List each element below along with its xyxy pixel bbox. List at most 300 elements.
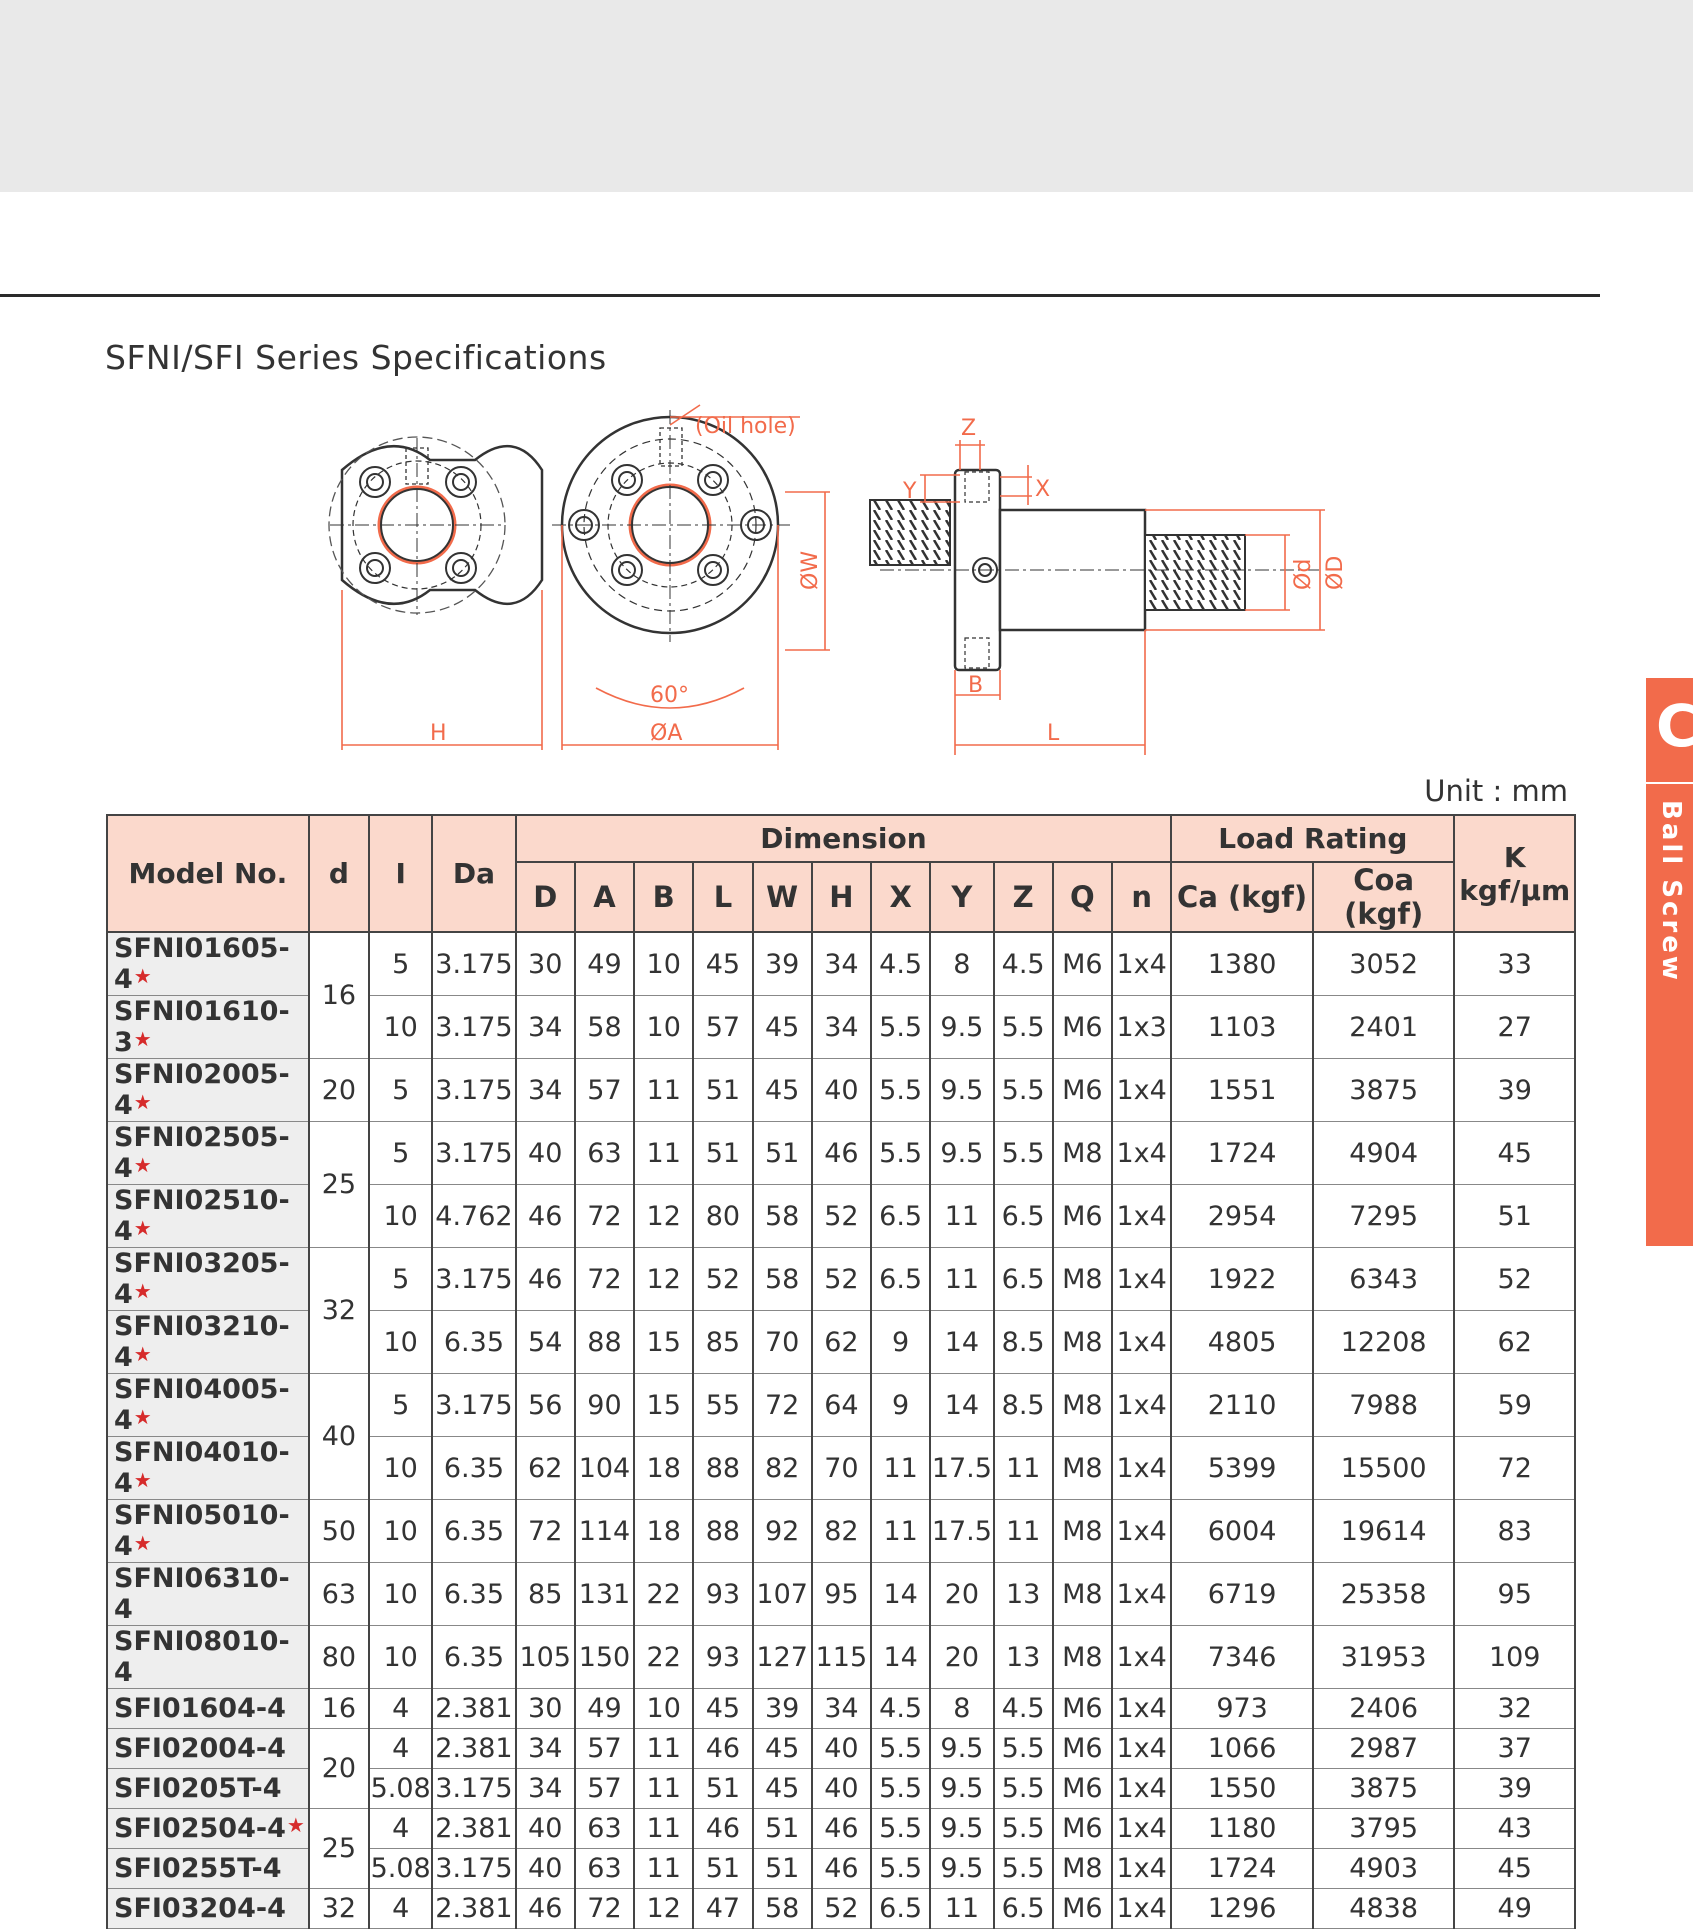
dim-cell: 6.5 [994, 1185, 1053, 1248]
star-icon: ★ [133, 1090, 152, 1114]
coa-cell: 7295 [1313, 1185, 1455, 1248]
table-row [107, 1122, 1575, 1185]
dim-cell: M8 [1053, 1849, 1112, 1889]
model-cell [107, 1689, 309, 1729]
dim-cell: 13 [994, 1626, 1053, 1689]
k-cell: 62 [1454, 1311, 1575, 1374]
dim-cell: 11 [634, 1729, 693, 1769]
dim-cell: 1x4 [1112, 1248, 1171, 1311]
dim-cell: 12 [634, 1185, 693, 1248]
dim-cell: 85 [693, 1311, 752, 1374]
ca-cell: 2954 [1171, 1185, 1313, 1248]
dim-cell: 9.5 [930, 996, 993, 1059]
model-cell [107, 1122, 309, 1185]
lead-cell: 10 [369, 996, 432, 1059]
dim-cell: 11 [634, 1122, 693, 1185]
lead-cell: 4 [369, 1729, 432, 1769]
d-cell: 20 [309, 1059, 369, 1122]
da-cell: 3.175 [432, 1374, 515, 1437]
dim-cell: 51 [753, 1809, 812, 1849]
coa-cell: 3875 [1313, 1769, 1455, 1809]
dim-cell: 4.5 [871, 932, 930, 996]
page-title: SFNI/SFI Series Specifications [105, 338, 607, 377]
dim-cell: 92 [753, 1500, 812, 1563]
dim-cell: 5.5 [994, 1809, 1053, 1849]
model-cell [107, 1809, 309, 1849]
dim-cell: 9 [871, 1311, 930, 1374]
da-cell: 4.762 [432, 1185, 515, 1248]
k-cell: 95 [1454, 1563, 1575, 1626]
model-number: SFNI04010-4 [114, 1437, 290, 1499]
dim-cell: 20 [930, 1626, 993, 1689]
ca-cell: 6004 [1171, 1500, 1313, 1563]
da-cell: 6.35 [432, 1437, 515, 1500]
dim-cell: M6 [1053, 1889, 1112, 1929]
subheader-8: Z [994, 862, 1053, 932]
table-row [107, 1374, 1575, 1437]
side-tab[interactable] [1646, 678, 1699, 1246]
subheader-7: Y [930, 862, 993, 932]
dim-cell: 1x4 [1112, 1122, 1171, 1185]
model-number: SFI03204-4 [114, 1893, 286, 1924]
dim-cell: 9.5 [930, 1059, 993, 1122]
dim-cell: 70 [753, 1311, 812, 1374]
model-cell [107, 1311, 309, 1374]
coa-cell: 2401 [1313, 996, 1455, 1059]
lead-cell: 4 [369, 1689, 432, 1729]
label-L: L [1047, 721, 1060, 746]
dim-cell: 52 [812, 1248, 871, 1311]
star-icon: ★ [133, 1216, 152, 1240]
dim-cell: 14 [871, 1626, 930, 1689]
dim-cell: 72 [753, 1374, 812, 1437]
ca-cell: 1103 [1171, 996, 1313, 1059]
dim-cell: 34 [516, 1769, 575, 1809]
d-cell: 50 [309, 1500, 369, 1563]
dim-cell: M6 [1053, 1059, 1112, 1122]
da-cell: 2.381 [432, 1809, 515, 1849]
da-cell: 3.175 [432, 1059, 515, 1122]
dim-cell: 9 [871, 1374, 930, 1437]
dim-cell: 63 [575, 1809, 634, 1849]
star-icon: ★ [133, 1468, 152, 1492]
dim-cell: 5.5 [871, 996, 930, 1059]
model-number: SFNI03210-4 [114, 1311, 290, 1373]
dim-cell: 52 [812, 1889, 871, 1929]
model-number: SFI0205T-4 [114, 1773, 282, 1804]
dim-cell: 1x4 [1112, 1889, 1171, 1929]
dim-cell: 107 [753, 1563, 812, 1626]
dim-cell: 30 [516, 932, 575, 996]
label-Z: Z [961, 416, 977, 441]
lead-cell: 5 [369, 1122, 432, 1185]
dim-cell: 1x4 [1112, 1563, 1171, 1626]
subheader-12: Coa (kgf) [1313, 862, 1455, 932]
coa-cell: 6343 [1313, 1248, 1455, 1311]
dim-cell: 10 [634, 996, 693, 1059]
model-cell [107, 1889, 309, 1929]
dim-cell: 5.5 [871, 1769, 930, 1809]
subheader-4: W [753, 862, 812, 932]
subheader-5: H [812, 862, 871, 932]
model-cell [107, 1500, 309, 1563]
unit-label: Unit : mm [1424, 774, 1568, 808]
dim-cell: 1x3 [1112, 996, 1171, 1059]
subheader-1: A [575, 862, 634, 932]
star-icon: ★ [133, 1153, 152, 1177]
dim-cell: 1x4 [1112, 1437, 1171, 1500]
dim-cell: 5.5 [871, 1849, 930, 1889]
dim-cell: 6.5 [871, 1889, 930, 1929]
label-angle: 60° [650, 683, 689, 708]
dim-cell: 72 [575, 1889, 634, 1929]
header-d: d [309, 815, 369, 932]
dim-cell: 45 [693, 932, 752, 996]
header-da: Da [432, 815, 515, 932]
dim-cell: 8 [930, 932, 993, 996]
label-oil-hole: (Oil hole) [695, 414, 796, 439]
dim-cell: 5.5 [871, 1059, 930, 1122]
da-cell: 3.175 [432, 1122, 515, 1185]
subheader-3: L [693, 862, 752, 932]
dim-cell: 11 [634, 1059, 693, 1122]
dim-cell: 51 [753, 1122, 812, 1185]
dim-cell: 40 [516, 1809, 575, 1849]
header-dimension: Dimension [516, 815, 1172, 862]
lead-cell: 5.08 [369, 1769, 432, 1809]
dim-cell: 58 [753, 1889, 812, 1929]
model-number: SFNI01605-4 [114, 933, 290, 995]
da-cell: 3.175 [432, 1769, 515, 1809]
model-number: SFNI05010-4 [114, 1500, 290, 1562]
model-number: SFNI04005-4 [114, 1374, 290, 1436]
k-cell: 59 [1454, 1374, 1575, 1437]
dim-cell: 115 [812, 1626, 871, 1689]
dim-cell: 34 [516, 1729, 575, 1769]
label-X: X [1035, 477, 1051, 502]
dim-cell: 51 [693, 1059, 752, 1122]
dim-cell: 18 [634, 1437, 693, 1500]
dim-cell: 51 [753, 1849, 812, 1889]
dim-cell: 82 [812, 1500, 871, 1563]
dim-cell: M6 [1053, 932, 1112, 996]
dim-cell: 13 [994, 1563, 1053, 1626]
da-cell: 2.381 [432, 1889, 515, 1929]
k-cell: 45 [1454, 1122, 1575, 1185]
dim-cell: 64 [812, 1374, 871, 1437]
coa-cell: 31953 [1313, 1626, 1455, 1689]
model-number: SFNI02505-4 [114, 1122, 290, 1184]
dim-cell: M6 [1053, 1729, 1112, 1769]
dim-cell: M6 [1053, 1689, 1112, 1729]
dim-cell: 54 [516, 1311, 575, 1374]
lead-cell: 10 [369, 1563, 432, 1626]
k-cell: 39 [1454, 1769, 1575, 1809]
model-cell [107, 932, 309, 996]
subheader-11: Ca (kgf) [1171, 862, 1313, 932]
model-cell [107, 1849, 309, 1889]
dim-cell: 150 [575, 1626, 634, 1689]
lead-cell: 10 [369, 1311, 432, 1374]
dim-cell: 11 [871, 1437, 930, 1500]
k-cell: 45 [1454, 1849, 1575, 1889]
table-row [107, 1689, 1575, 1729]
dim-cell: 10 [634, 1689, 693, 1729]
d-cell: 32 [309, 1889, 369, 1929]
subheader-10: n [1112, 862, 1171, 932]
dim-cell: 51 [693, 1122, 752, 1185]
dim-cell: 82 [753, 1437, 812, 1500]
dim-cell: 1x4 [1112, 1311, 1171, 1374]
dim-cell: 40 [812, 1729, 871, 1769]
subheader-0: D [516, 862, 575, 932]
side-tab-label: Ball Screw [1656, 800, 1686, 983]
lead-cell: 4 [369, 1889, 432, 1929]
dim-cell: 1x4 [1112, 1769, 1171, 1809]
dim-cell: 62 [516, 1437, 575, 1500]
dim-cell: 20 [930, 1563, 993, 1626]
table-row [107, 1563, 1575, 1626]
dim-cell: 40 [516, 1849, 575, 1889]
dim-cell: 63 [575, 1849, 634, 1889]
model-cell [107, 1563, 309, 1626]
dim-cell: 46 [812, 1809, 871, 1849]
coa-cell: 12208 [1313, 1311, 1455, 1374]
dim-cell: M8 [1053, 1248, 1112, 1311]
dim-cell: 11 [994, 1437, 1053, 1500]
dim-cell: 34 [812, 996, 871, 1059]
dim-cell: 4.5 [994, 1689, 1053, 1729]
header-k-unit: kgf/μm [1459, 873, 1571, 907]
dim-cell: 14 [930, 1374, 993, 1437]
dim-cell: 40 [516, 1122, 575, 1185]
star-icon: ★ [133, 1405, 152, 1429]
model-number: SFNI02510-4 [114, 1185, 290, 1247]
model-number: SFNI01610-3 [114, 996, 290, 1058]
dim-cell: 72 [575, 1185, 634, 1248]
dim-cell: 90 [575, 1374, 634, 1437]
k-cell: 49 [1454, 1889, 1575, 1929]
dim-cell: 17.5 [930, 1500, 993, 1563]
dim-cell: 6.5 [871, 1185, 930, 1248]
ca-cell: 1296 [1171, 1889, 1313, 1929]
dim-cell: 46 [693, 1809, 752, 1849]
spec-table [106, 814, 1576, 1929]
lead-cell: 5 [369, 1248, 432, 1311]
da-cell: 3.175 [432, 1849, 515, 1889]
dim-cell: 9.5 [930, 1769, 993, 1809]
coa-cell: 15500 [1313, 1437, 1455, 1500]
header-l: I [369, 815, 432, 932]
header-k [1454, 815, 1575, 932]
dim-cell: 1x4 [1112, 1500, 1171, 1563]
ca-cell: 5399 [1171, 1437, 1313, 1500]
technical-drawing [320, 410, 1360, 755]
dim-cell: 49 [575, 932, 634, 996]
dim-cell: 34 [812, 1689, 871, 1729]
k-cell: 83 [1454, 1500, 1575, 1563]
front-view-round-flange [552, 410, 790, 642]
header-k-label: K [1503, 840, 1526, 874]
dim-cell: 127 [753, 1626, 812, 1689]
dim-cell: 10 [634, 932, 693, 996]
dim-cell: M6 [1053, 1185, 1112, 1248]
subheader-9: Q [1053, 862, 1112, 932]
da-cell: 3.175 [432, 932, 515, 996]
dim-cell: 55 [693, 1374, 752, 1437]
ca-cell: 2110 [1171, 1374, 1313, 1437]
dim-cell: 8.5 [994, 1374, 1053, 1437]
star-icon: ★ [286, 1813, 305, 1837]
dim-cell: 11 [634, 1809, 693, 1849]
model-cell [107, 1248, 309, 1311]
dim-cell: 46 [812, 1122, 871, 1185]
dim-cell: 9.5 [930, 1729, 993, 1769]
lead-cell: 10 [369, 1437, 432, 1500]
star-icon: ★ [133, 964, 152, 988]
d-cell: 25 [309, 1809, 369, 1889]
dim-cell: 34 [516, 996, 575, 1059]
star-icon: ★ [133, 1027, 152, 1051]
dim-cell: 40 [812, 1059, 871, 1122]
dim-cell: 5.5 [994, 1769, 1053, 1809]
k-cell: 27 [1454, 996, 1575, 1059]
k-cell: 43 [1454, 1809, 1575, 1849]
ca-cell: 973 [1171, 1689, 1313, 1729]
dim-cell: 45 [753, 1729, 812, 1769]
side-tab-divider [1646, 782, 1693, 784]
dim-cell: 11 [871, 1500, 930, 1563]
dim-cell: 22 [634, 1626, 693, 1689]
dim-cell: 1x4 [1112, 932, 1171, 996]
dim-cell: M8 [1053, 1437, 1112, 1500]
table-row [107, 1500, 1575, 1563]
dim-cell: 5.5 [994, 1122, 1053, 1185]
dim-cell: 9.5 [930, 1122, 993, 1185]
label-H: H [430, 721, 447, 746]
d-cell: 16 [309, 1689, 369, 1729]
dim-cell: 1x4 [1112, 1809, 1171, 1849]
dim-cell: 11 [634, 1849, 693, 1889]
model-cell [107, 1437, 309, 1500]
table-row [107, 1059, 1575, 1122]
dim-cell: 40 [812, 1769, 871, 1809]
dim-cell: 131 [575, 1563, 634, 1626]
da-cell: 2.381 [432, 1689, 515, 1729]
table-row [107, 1626, 1575, 1689]
ca-cell: 6719 [1171, 1563, 1313, 1626]
k-cell: 51 [1454, 1185, 1575, 1248]
k-cell: 72 [1454, 1437, 1575, 1500]
dim-cell: M8 [1053, 1626, 1112, 1689]
subheader-6: X [871, 862, 930, 932]
dim-cell: 12 [634, 1889, 693, 1929]
lead-cell: 4 [369, 1809, 432, 1849]
dim-cell: 4.5 [994, 932, 1053, 996]
dim-cell: 6.5 [871, 1248, 930, 1311]
dim-cell: 45 [693, 1689, 752, 1729]
star-icon: ★ [133, 1531, 152, 1555]
model-cell [107, 1729, 309, 1769]
label-d: Ød [1291, 558, 1316, 590]
model-number: SFNI03205-4 [114, 1248, 290, 1310]
star-icon: ★ [133, 1279, 152, 1303]
dim-cell: 17.5 [930, 1437, 993, 1500]
dim-cell: 88 [693, 1437, 752, 1500]
dim-cell: 18 [634, 1500, 693, 1563]
dim-cell: 93 [693, 1563, 752, 1626]
star-icon: ★ [133, 1342, 152, 1366]
dim-cell: 11 [930, 1889, 993, 1929]
lead-cell: 10 [369, 1185, 432, 1248]
table-row [107, 932, 1575, 996]
table-row [107, 1809, 1575, 1849]
dim-cell: M6 [1053, 1809, 1112, 1849]
dim-cell: 105 [516, 1626, 575, 1689]
dim-cell: 1x4 [1112, 1849, 1171, 1889]
dim-cell: 62 [812, 1311, 871, 1374]
header-model: Model No. [107, 815, 309, 932]
dim-cell: 45 [753, 1059, 812, 1122]
dim-cell: 51 [693, 1849, 752, 1889]
dim-cell: 8 [930, 1689, 993, 1729]
da-cell: 6.35 [432, 1626, 515, 1689]
dim-cell: 1x4 [1112, 1626, 1171, 1689]
d-cell: 63 [309, 1563, 369, 1626]
model-cell [107, 996, 309, 1059]
ca-cell: 1724 [1171, 1849, 1313, 1889]
coa-cell: 3052 [1313, 932, 1455, 996]
dim-cell: 39 [753, 1689, 812, 1729]
coa-cell: 2406 [1313, 1689, 1455, 1729]
da-cell: 6.35 [432, 1500, 515, 1563]
dim-cell: 34 [516, 1059, 575, 1122]
side-tab-letter: C [1656, 692, 1699, 760]
k-cell: 33 [1454, 932, 1575, 996]
dim-cell: 14 [930, 1311, 993, 1374]
dim-cell: 93 [693, 1626, 752, 1689]
model-number: SFNI02005-4 [114, 1059, 290, 1121]
dim-cell: 15 [634, 1311, 693, 1374]
dim-cell: 22 [634, 1563, 693, 1626]
dim-cell: 80 [693, 1185, 752, 1248]
coa-cell: 19614 [1313, 1500, 1455, 1563]
table-row [107, 1248, 1575, 1311]
model-cell [107, 1374, 309, 1437]
top-band [0, 0, 1693, 192]
dim-cell: 46 [693, 1729, 752, 1769]
k-cell: 52 [1454, 1248, 1575, 1311]
dim-cell: 14 [871, 1563, 930, 1626]
dim-cell: M6 [1053, 996, 1112, 1059]
k-cell: 37 [1454, 1729, 1575, 1769]
coa-cell: 4838 [1313, 1889, 1455, 1929]
label-D: ØD [1323, 555, 1348, 590]
dim-cell: 51 [693, 1769, 752, 1809]
model-number: SFI02504-4 [114, 1813, 286, 1844]
dim-cell: 1x4 [1112, 1059, 1171, 1122]
dim-cell: 70 [812, 1437, 871, 1500]
d-cell: 16 [309, 932, 369, 1059]
dim-cell: 11 [930, 1185, 993, 1248]
dim-cell: 46 [516, 1248, 575, 1311]
subheader-2: B [634, 862, 693, 932]
ca-cell: 1066 [1171, 1729, 1313, 1769]
model-cell [107, 1769, 309, 1809]
coa-cell: 7988 [1313, 1374, 1455, 1437]
ca-cell: 1922 [1171, 1248, 1313, 1311]
lead-cell: 5 [369, 1059, 432, 1122]
